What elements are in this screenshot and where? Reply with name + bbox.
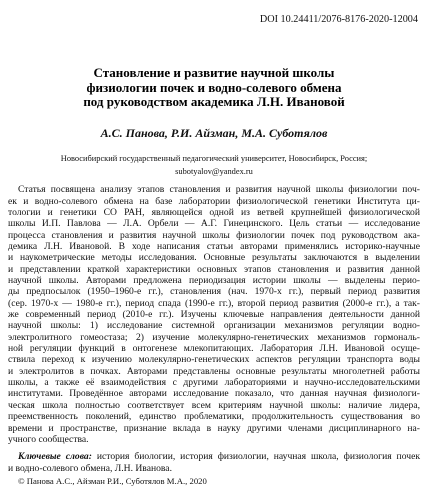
affiliation <box>0 152 428 178</box>
title-line: физиологии почек и водно-солевого обмена <box>86 79 342 95</box>
copyright-notice: © Панова А.С., Айзман Р.И., Суботялов М.А., 2020 <box>18 475 207 486</box>
abstract-line: и наукометрические методы исследования. Основные результаты заключаются в выделении <box>8 252 420 264</box>
abstract-line: (сер. 1970-х — 1980-е гг.), период спада (1990-е гг.), второй период развития (2000-е гг.), а так- <box>8 297 420 309</box>
abstract-line: демика Л.Н. Ивановой. В ходе написания статьи авторами применялись историко-научные <box>8 241 420 253</box>
title-line: Становление и развитие научной школы <box>93 65 335 80</box>
affiliation-text: Новосибирский государственный педагогический университет, Новосибирск, Россия; <box>60 153 368 163</box>
abstract-line: ды предпосылок (1950–1960-е гг.), становления (нач. 1970-х гг.), первый период развития <box>8 286 420 298</box>
author-email: subotyalov@yandex.ru <box>175 166 253 176</box>
keywords-label: Ключевые слова: <box>18 451 92 462</box>
abstract-line: электролитного гомеостаза; 2) изучение молекулярно-генетических механизмов гормональ- <box>8 331 420 343</box>
abstract-line: школы И.П. Павлова — Л.А. Орбели — А.Г. Гинецинского. Цель статьи — исследование <box>8 218 420 230</box>
abstract-line: институтами. Проведённое авторами исследование показало, что данная научная физиологи- <box>8 388 420 400</box>
abstract-line: времени и пространстве, признание вклада в науку другими членами дисциплинарного на- <box>8 422 420 434</box>
abstract-line: преемственность поколений, единство проблематики, продолжительность существования во <box>8 411 420 423</box>
title-line: под руководством академика Л.Н. Ивановой <box>83 94 345 109</box>
abstract-line: учного сообщества. <box>8 433 89 445</box>
keywords-text: история биологии, история физиологии, научная школа, физиология почек <box>96 451 420 462</box>
abstract-line: ной регуляции функций в онтогенезе млекопитающих. Лаборатория Л.Н. Ивановой осуще- <box>8 343 420 355</box>
keywords-line <box>8 451 420 463</box>
abstract-line: и представлении краткой характеристики основных этапов становления и развития данной <box>8 263 420 275</box>
keywords-line: и водно-солевого обмена, Л.Н. Иванова. <box>8 462 172 474</box>
abstract-line: ек и водно-солевого обмена на базе лаборатории физиологической генетики Института ци- <box>8 195 420 207</box>
abstract-line: тологии и генетики СО РАН, являющейся одной из ветвей крупнейшей физиологической <box>8 206 420 218</box>
abstract-line: ческая школа полностью соответствует всем критериям научной школы: наличие лидера, <box>8 399 420 411</box>
abstract-line: же современный период (2010-е гг.). Изучены ключевые направления деятельности данной <box>8 309 420 321</box>
abstract-line: школы, а также её взаимодействия с другими лабораториями и научно-исследовательскими <box>8 377 420 389</box>
abstract-line: научной школы. Авторами предложена периодизация истории школы — выделены перио- <box>8 275 420 287</box>
abstract <box>8 184 420 445</box>
keywords <box>8 451 420 474</box>
abstract-line: и электролитов в почках. Авторами представлены основные результаты многолетней работы <box>8 365 420 377</box>
abstract-line: ствила переход к изучению молекулярно-генетических аспектов регуляции транспорта воды <box>8 354 420 366</box>
doi-label: DOI 10.24411/2076-8176-2020-12004 <box>259 14 418 25</box>
abstract-line: научной школы: 1) исследование системной организации механизмов регуляции водно- <box>8 320 420 332</box>
article-title <box>0 66 428 110</box>
authors: А.С. Панова, Р.И. Айзман, М.А. Суботялов <box>100 126 328 140</box>
abstract-line: Статья посвящена анализу этапов становления и развития научной школы физиологии поч- <box>18 184 420 196</box>
abstract-line: процесса становления и развития научной школы физиологии почек под руководством ака- <box>8 229 420 241</box>
